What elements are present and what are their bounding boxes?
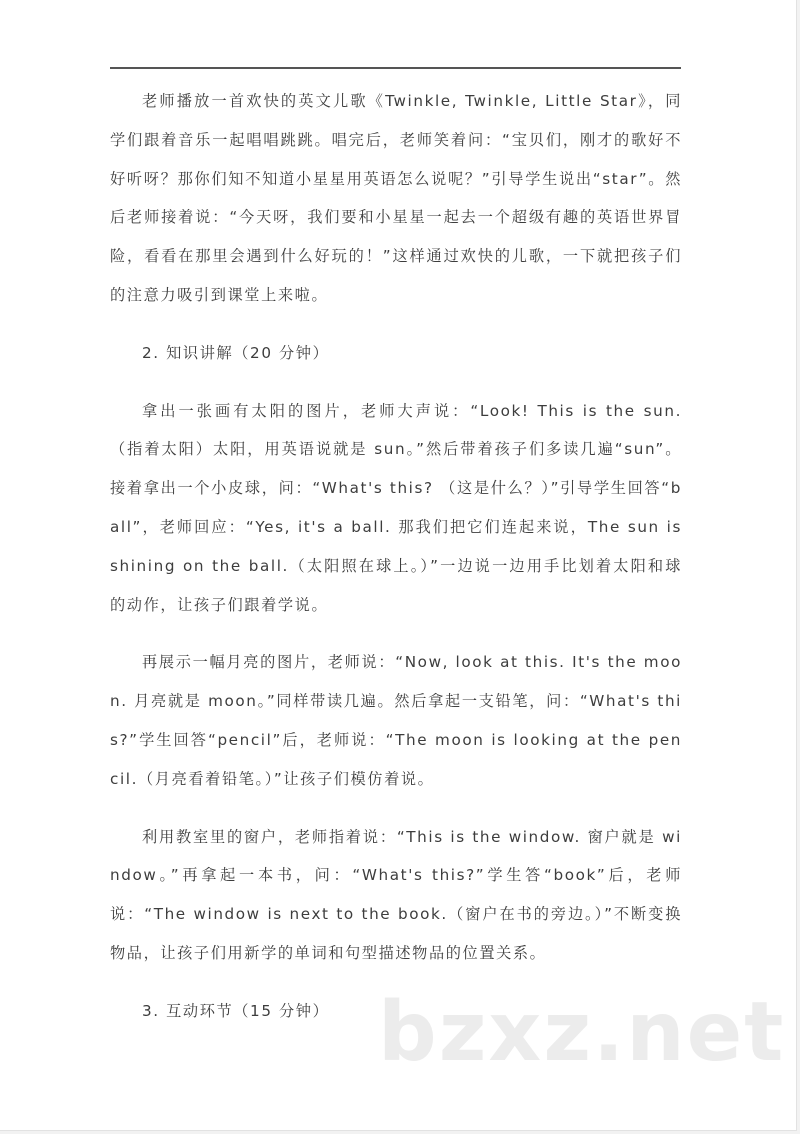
section-heading-knowledge: 2. 知识讲解（20 分钟） bbox=[142, 343, 330, 362]
spacer bbox=[110, 373, 682, 392]
paragraph-moon-pencil: 再展示一幅月亮的图片，老师说：“Now, look at this. It's the moon. 月亮就是 moon。”同样带读几遍。然后拿起一支铅笔，问：“What's this?”学生回答“pencil”后，老师说：“The moon is looking at the pencil.（月亮看着铅笔。）”让孩子们模仿着说。 bbox=[110, 653, 682, 788]
paragraph-window-book: 利用教室里的窗户，老师指着说：“This is the window. 窗户就是 window。”再拿起一本书，问：“What's this?”学生答“book”后，老师说：“The window is next to the book.（窗户在书的旁边。）”不断变换物品，让孩子们用新学的单词和句型描述物品的位置关系。 bbox=[110, 827, 682, 962]
spacer bbox=[110, 315, 682, 334]
paragraph-sun-ball: 拿出一张画有太阳的图片，老师大声说：“Look! This is the sun. （指着太阳）太阳，用英语说就是 sun。”然后带着孩子们多读几遍“sun”。接着拿出一个小皮球，问：“What's this? （这是什么？）”引导学生回答“ball”，老师回应：“Yes, it's a ball. 那我们把它们连起来说，The sun is shining on the ball.（太阳照在球上。）”一边说一边用手比划着太阳和球的动作，让孩子们跟着学说。 bbox=[110, 401, 682, 614]
intro-paragraph: 老师播放一首欢快的英文儿歌《Twinkle, Twinkle, Little Star》，同学们跟着音乐一起唱唱跳跳。唱完后，老师笑着问：“宝贝们，刚才的歌好不好听呀？那你们知不知道小星星用英语怎么说呢？”引导学生说出“star”。然后老师接着说：“今天呀，我们要和小星星一起去一个超级有趣的英语世界冒险，看看在那里会遇到什么好玩的！”这样通过欢快的儿歌，一下就把孩子们的注意力吸引到课堂上来啦。 bbox=[110, 92, 682, 304]
header-rule bbox=[110, 67, 681, 69]
watermark: bzxz.net bbox=[378, 985, 786, 1080]
spacer bbox=[110, 799, 682, 818]
spacer bbox=[110, 624, 682, 643]
page-content bbox=[110, 82, 682, 1031]
section-heading-interaction: 3. 互动环节（15 分钟） bbox=[142, 1001, 330, 1020]
